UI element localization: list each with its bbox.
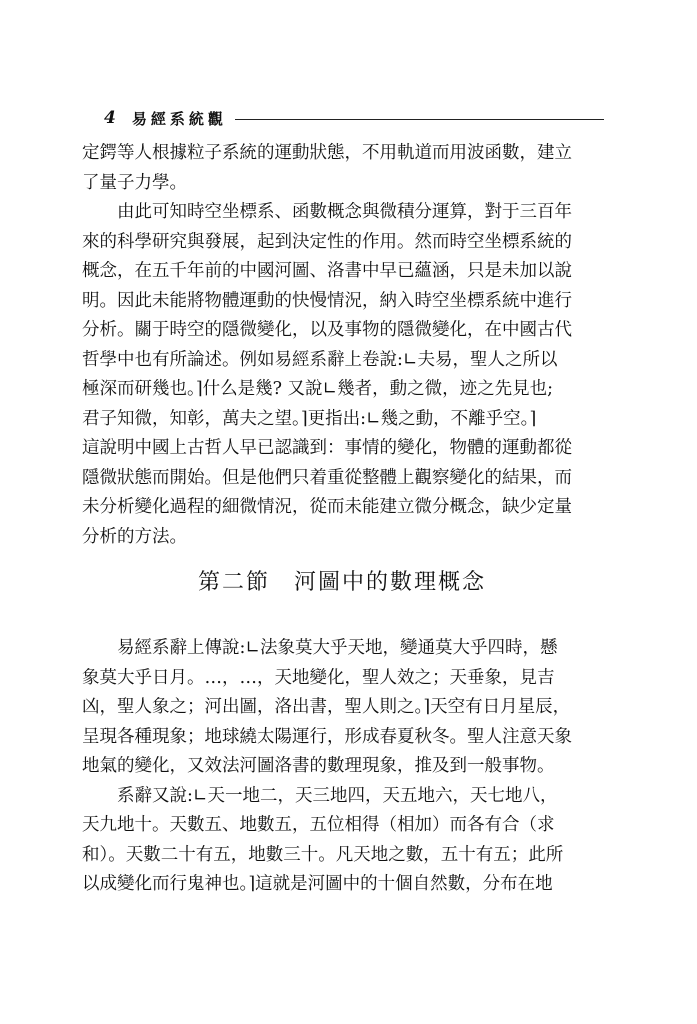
text-line: 君子知微，知彰，萬夫之望。⌉更指出:∟幾之動，不離乎空。⌉ (82, 408, 537, 429)
text-line: 分析的方法。 (82, 526, 187, 547)
text-line: 以成變化而行鬼神也。⌉這就是河圖中的十個自然數，分布在地 (82, 874, 553, 894)
text-line: 分析。關于時空的隱微變化，以及事物的隱微變化，在中國古代 (82, 320, 572, 340)
text-line: 由此可知時空坐標系、函數概念與微積分運算，對于三百年 (82, 202, 572, 222)
text-line: 這說明中國上古哲人早已認識到：事情的變化，物體的運動都從 (82, 438, 572, 458)
running-header (104, 106, 604, 130)
section-heading: 第二節 河圖中的數理概念 (197, 570, 486, 595)
text-line: 了量子力學。 (82, 172, 187, 193)
text-line: 哲學中也有所論述。例如易經系辭上卷說:∟夫易，聖人之所以 (82, 349, 558, 370)
text-line: 隱微狀態而開始。但是他們只着重從整體上觀察變化的結果，而 (82, 467, 572, 488)
text-line: 地氣的變化，又效法河圖洛書的數理現象，推及到一般事物。 (82, 756, 555, 776)
text-line: 系辭又說:∟天一地二，天三地四，天五地六，天七地八， (82, 785, 558, 806)
body-text-after-heading (82, 634, 602, 900)
body-text-before-heading (82, 139, 602, 552)
page-number: 4 (104, 108, 116, 128)
text-line: 未分析變化過程的細微情況，從而未能建立微分概念，缺少定量 (82, 497, 572, 517)
running-title: 易經系統觀 (131, 109, 227, 128)
text-line: 明。因此未能將物體運動的快慢情況，納入時空坐標系統中進行 (82, 290, 572, 311)
text-line: 定鍔等人根據粒子系統的運動狀態，不用軌道而用波函數，建立 (82, 143, 572, 163)
text-line: 和）。天數二十有五，地數三十。凡天地之數，五十有五；此所 (82, 844, 564, 865)
text-line: 凶，聖人象之；河出圖，洛出書，聖人則之。⌉天空有日月星辰， (82, 697, 571, 717)
text-line: 概念，在五千年前的中國河圖、洛書中早已蘊涵，只是未加以說 (82, 261, 572, 281)
text-line: 天九地十。天數五、地數五，五位相得（相加）而各有合（求 (82, 815, 555, 835)
text-line: 易經系辭上傳說:∟法象莫大乎天地，變通莫大乎四時，懸 (82, 638, 558, 658)
header-rule (235, 119, 604, 120)
text-line: 來的科學研究與發展，起到決定性的作用。然而時空坐標系統的 (82, 231, 572, 252)
text-line: 象莫大乎日月。…，…，天地變化，聖人效之；天垂象，見吉 (82, 667, 555, 688)
text-line: 呈現各種現象；地球繞太陽運行，形成春夏秋冬。聖人注意天象 (82, 726, 572, 747)
text-line: 極深而研幾也。⌉什么是幾? 又說∟幾者，動之微，迹之先見也; (82, 379, 554, 399)
